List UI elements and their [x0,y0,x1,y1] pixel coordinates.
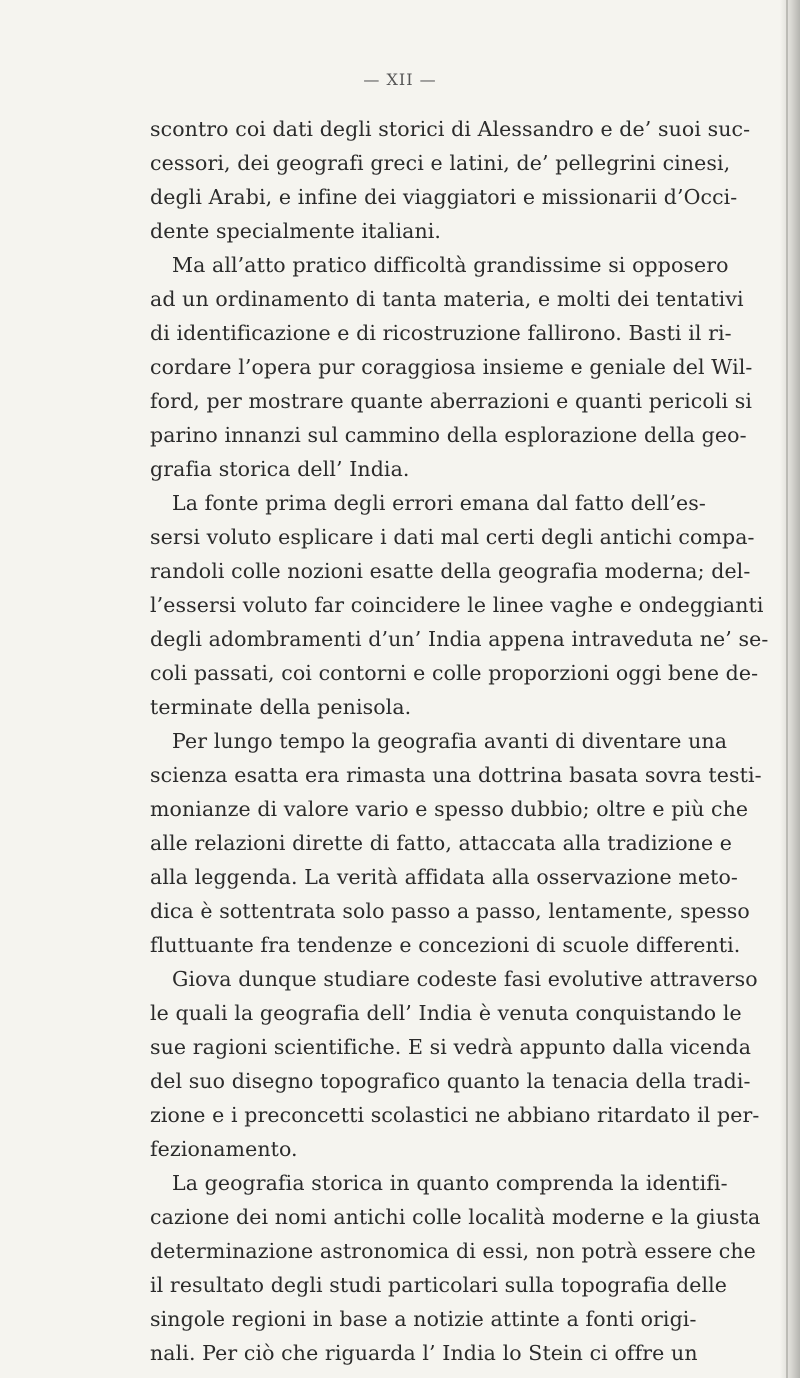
text-line: terminate della penisola. [150,695,412,719]
paragraph-first-line: Per lungo tempo la geografia avanti di diventare una [172,729,728,753]
paragraph-first-line: Giova dunque studiare codeste fasi evolutive attraverso [172,967,758,991]
text-line: fluttuante fra tendenze e concezioni di scuole differenti. [150,933,741,957]
text-line: degli adombramenti d’un’ India appena intraveduta ne’ se- [150,627,769,651]
text-line: cordare l’opera pur coraggiosa insieme e geniale del Wil- [150,355,753,379]
text-line: dica è sottentrata solo passo a passo, lentamente, spesso [150,899,750,923]
text-line: l’essersi voluto far coincidere le linee vaghe e ondeggianti [150,593,764,617]
text-line: le quali la geografia dell’ India è venuta conquistando le [150,1001,742,1025]
text-line: sersi voluto esplicare i dati mal certi degli antichi compa- [150,525,755,549]
paragraph-first-line: Ma all’atto pratico difficoltà grandissime si opposero [172,253,729,277]
text-line: alle relazioni dirette di fatto, attaccata alla tradizione e [150,831,733,855]
text-line: monianze di valore vario e spesso dubbio; oltre e più che [150,797,749,821]
text-line: nali. Per ciò che riguarda l’ India lo Stein ci offre un [150,1341,698,1365]
text-line: scontro coi dati degli storici di Alessandro e de’ suoi suc- [150,117,751,141]
page-number: — XII — [363,70,437,89]
text-line: ford, per mostrare quante aberrazioni e quanti pericoli si [150,389,753,413]
text-line: singole regioni in base a notizie attinte a fonti origi- [150,1307,697,1331]
text-line: parino innanzi sul cammino della esplorazione della geo- [150,423,747,447]
text-line: dente specialmente italiani. [150,219,442,243]
body-text [150,112,796,1370]
text-line: alla leggenda. La verità affidata alla osservazione meto- [150,865,738,889]
text-line: il resultato degli studi particolari sulla topografia delle [150,1273,728,1297]
text-line: ad un ordinamento di tanta materia, e molti dei tentativi [150,287,744,311]
paragraph-first-line: La geografia storica in quanto comprenda la identifi- [172,1171,728,1195]
text-line: zione e i preconcetti scolastici ne abbiano ritardato il per- [150,1103,760,1127]
text-line: sue ragioni scientifiche. E si vedrà appunto dalla vicenda [150,1035,752,1059]
text-line: coli passati, coi contorni e colle proporzioni oggi bene de- [150,661,759,685]
text-line: determinazione astronomica di essi, non potrà essere che [150,1239,756,1263]
text-line: di identificazione e di ricostruzione fallirono. Basti il ri- [150,321,732,345]
text-line: randoli colle nozioni esatte della geografia moderna; del- [150,559,751,583]
text-line: fezionamento. [150,1137,298,1161]
text-line: grafia storica dell’ India. [150,457,410,481]
text-line: cessori, dei geografi greci e latini, de’ pellegrini cinesi, [150,151,731,175]
text-line: cazione dei nomi antichi colle località moderne e la giusta [150,1205,761,1229]
text-line: scienza esatta era rimasta una dottrina basata sovra testi- [150,763,762,787]
paragraph-first-line: La fonte prima degli errori emana dal fatto dell’es- [172,491,706,515]
text-line: degli Arabi, e infine dei viaggiatori e missionarii d’Occi- [150,185,738,209]
text-line: del suo disegno topografico quanto la tenacia della tradi- [150,1069,751,1093]
